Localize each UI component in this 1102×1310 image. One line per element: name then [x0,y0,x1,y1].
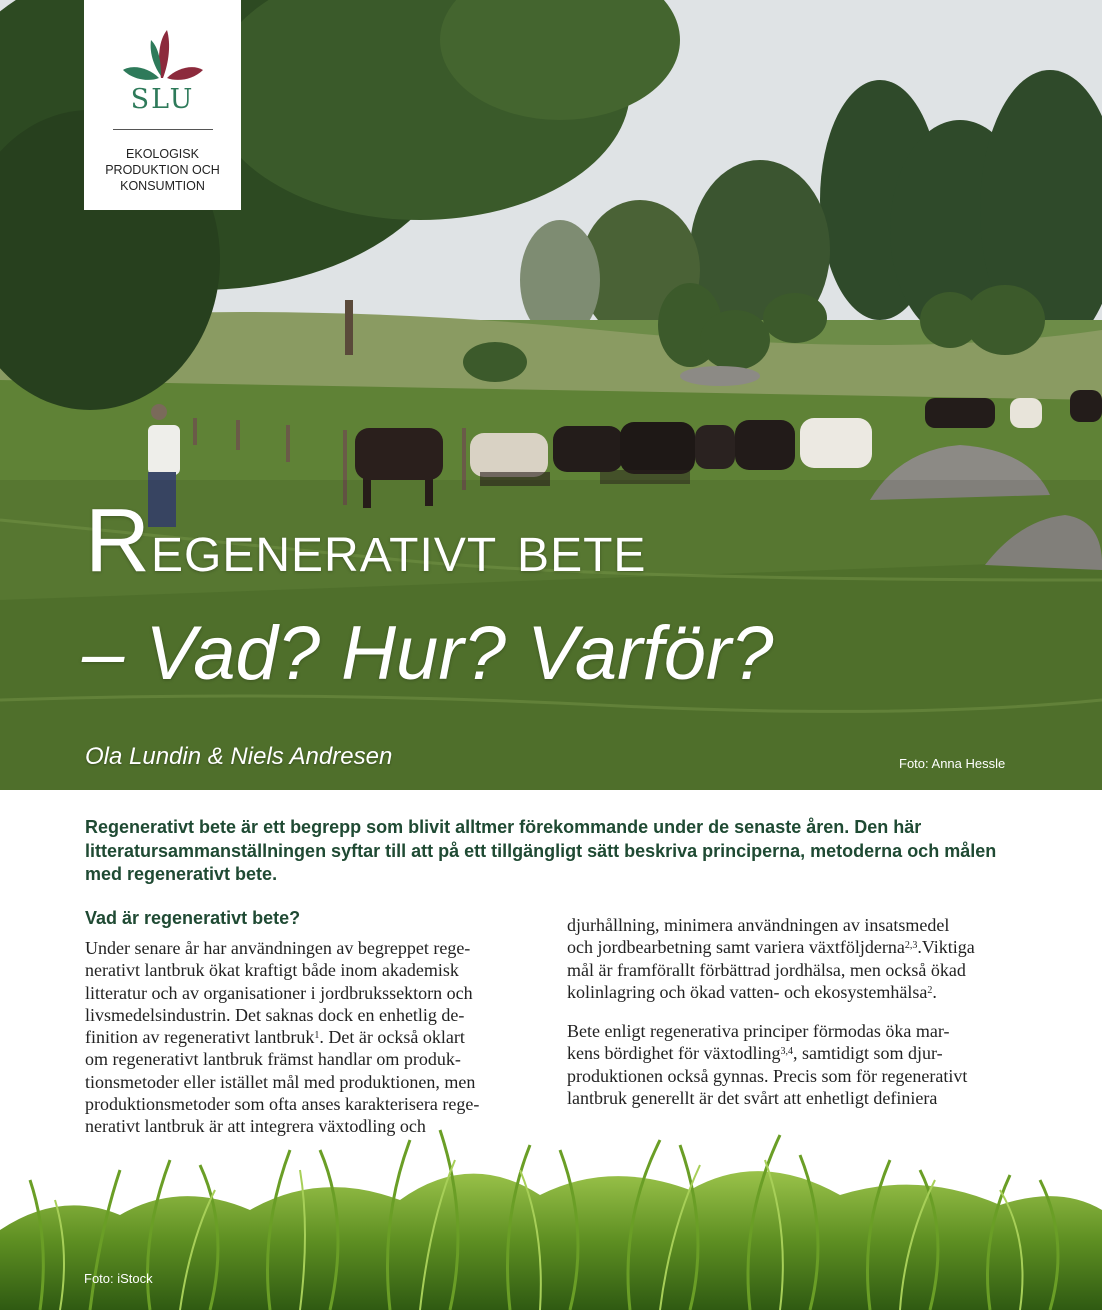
title-initial: R [85,491,151,591]
slu-logo-text: SLU [130,84,195,115]
footnote-ref[interactable]: 2 [927,984,933,996]
body-text: . [932,981,937,1002]
page-title [85,491,647,591]
body-line [567,936,1017,958]
lead-paragraph: Regenerativt bete är ett begrepp som blivit alltmer förekommande under de senaste åren. Den här litteratursammanställningen syftar till att på ett tillgängligt sätt beskriva principerna, metoderna och målen med regenerativt bete. [85,817,997,884]
body-text: .Viktiga [917,937,975,958]
photo-credit-top: Foto: Anna Hessle [899,756,1006,771]
body-line: nerativt lantbruk är att integrera växtodling och [85,1116,426,1137]
grass-photo [0,1120,1102,1310]
body-line [567,981,1017,1003]
logo-divider [113,129,213,130]
body-column-right [567,914,1017,1109]
body-text: . Det är också oklart [319,1027,465,1048]
body-line: tionsmetoder eller istället mål med produktionen, men [85,1071,476,1092]
body-line: Bete enligt regenerativa principer förmodas öka mar- [567,1021,950,1042]
footnote-ref[interactable]: 2,3 [904,940,918,952]
body-line: om regenerativt lantbruk främst handlar om produk- [85,1049,461,1070]
body-line: lantbruk generellt är det svårt att enhetligt definiera [567,1088,938,1109]
body-line: djurhållning, minimera användningen av insatsmedel [567,915,950,935]
body-line [85,1026,515,1048]
body-text: finition av regenerativt lantbruk [85,1027,315,1048]
logo-subtitle-line: PRODUKTION OCH [105,163,220,177]
body-line: produktionen också gynnas. Precis som för regenerativt [567,1065,968,1086]
body-text: och jordbearbetning samt variera växtföljderna [567,937,905,958]
footnote-ref[interactable]: 3,4 [780,1046,793,1058]
body-text: kens bördighet för växtodling [567,1043,781,1064]
paragraph-gap [567,1003,1017,1020]
photo-credit-bottom: Foto: iStock [84,1271,153,1286]
page-subtitle: – Vad? Hur? Varför? [82,611,774,696]
slu-leaf-logo-icon [121,28,205,86]
section-heading: Vad är regenerativt bete? [85,908,301,928]
authors: Ola Lundin & Niels Andresen [85,743,393,770]
body-line: produktionsmetoder som ofta anses karakterisera rege- [85,1094,480,1115]
body-line: nerativt lantbruk ökat kraftigt både inom akademisk [85,960,459,981]
body-column-left [85,937,515,1138]
title-rest: egenerativt bete [151,510,647,586]
slu-logo-panel [84,0,241,210]
body-line: Under senare år har användningen av begreppet rege- [85,938,471,958]
footnote-ref[interactable]: 1 [314,1030,320,1042]
logo-subtitle-line: EKOLOGISK [126,147,199,161]
grass-illustration [0,1120,1102,1310]
logo-subtitle [84,146,241,194]
body-text: kolinlagring och ökad vatten- och ekosystemhälsa [567,981,928,1002]
logo-subtitle-line: KONSUMTION [120,179,205,193]
body-text: , samtidigt som djur- [792,1043,943,1064]
body-line: mål är framförallt förbättrad jordhälsa, men också ökad [567,959,966,980]
body-line [567,1042,1017,1064]
body-line: litteratur och av organisationer i jordbrukssektorn och [85,982,473,1003]
body-line: livsmedelsindustrin. Det saknas dock en enhetlig de- [85,1004,465,1025]
